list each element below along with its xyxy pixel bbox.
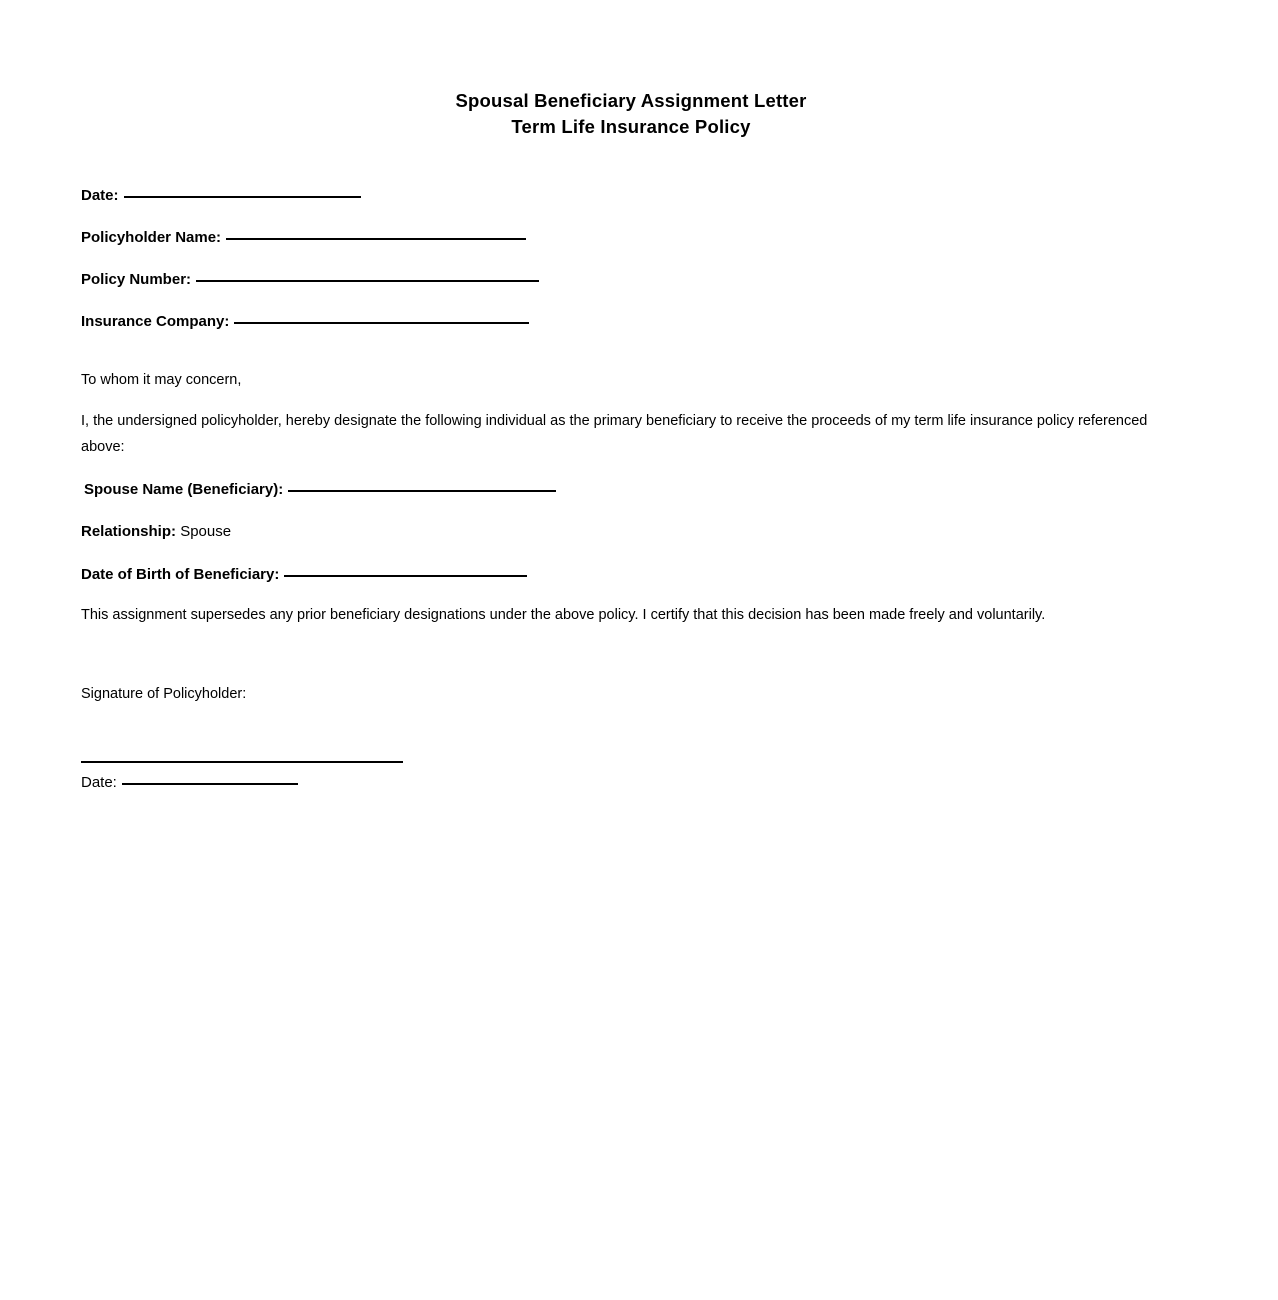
- input-date[interactable]: [124, 196, 361, 198]
- title-line-secondary: Term Life Insurance Policy: [511, 116, 751, 137]
- label-relationship: Relationship:: [81, 523, 177, 540]
- label-policyholder-name: Policyholder Name:: [81, 229, 222, 246]
- field-row-date: [81, 186, 1181, 205]
- value-relationship: Spouse: [180, 523, 232, 540]
- salutation-text: To whom it may concern,: [81, 372, 242, 388]
- label-signature-date: Date:: [81, 774, 117, 791]
- document-content: [81, 0, 1181, 792]
- input-date-of-birth[interactable]: [284, 575, 527, 577]
- certification-paragraph: This assignment supersedes any prior beneficiary designations under the above policy. I certify that this decision has been made freely and voluntarily.: [81, 607, 1046, 623]
- field-row-policyholder-name: [81, 228, 1181, 247]
- field-row-policy-number: [81, 270, 1181, 289]
- input-signature-date[interactable]: [122, 783, 298, 785]
- field-row-relationship: [81, 522, 1181, 541]
- label-policy-number: Policy Number:: [81, 271, 192, 288]
- label-date: Date:: [81, 187, 119, 204]
- input-policy-number[interactable]: [196, 280, 539, 282]
- page-title: [81, 0, 1181, 140]
- signature-line[interactable]: [81, 761, 403, 763]
- field-row-signature-date: [81, 773, 1181, 792]
- signature-label: Signature of Policyholder:: [81, 686, 247, 702]
- field-row-spouse-name: [81, 480, 1181, 499]
- field-row-insurance-company: [81, 312, 1181, 331]
- label-spouse-name: Spouse Name (Beneficiary):: [84, 481, 284, 498]
- input-policyholder-name[interactable]: [226, 238, 526, 240]
- designation-paragraph: I, the undersigned policyholder, hereby designate the following individual as the primary beneficiary to receive the proceeds of my term life insurance policy referenced above:: [81, 413, 1148, 455]
- label-insurance-company: Insurance Company:: [81, 313, 230, 330]
- label-date-of-birth: Date of Birth of Beneficiary:: [81, 566, 280, 583]
- input-spouse-name[interactable]: [288, 490, 556, 492]
- field-row-date-of-birth: [81, 565, 1181, 584]
- title-line-primary: Spousal Beneficiary Assignment Letter: [455, 90, 807, 111]
- input-insurance-company[interactable]: [234, 322, 529, 324]
